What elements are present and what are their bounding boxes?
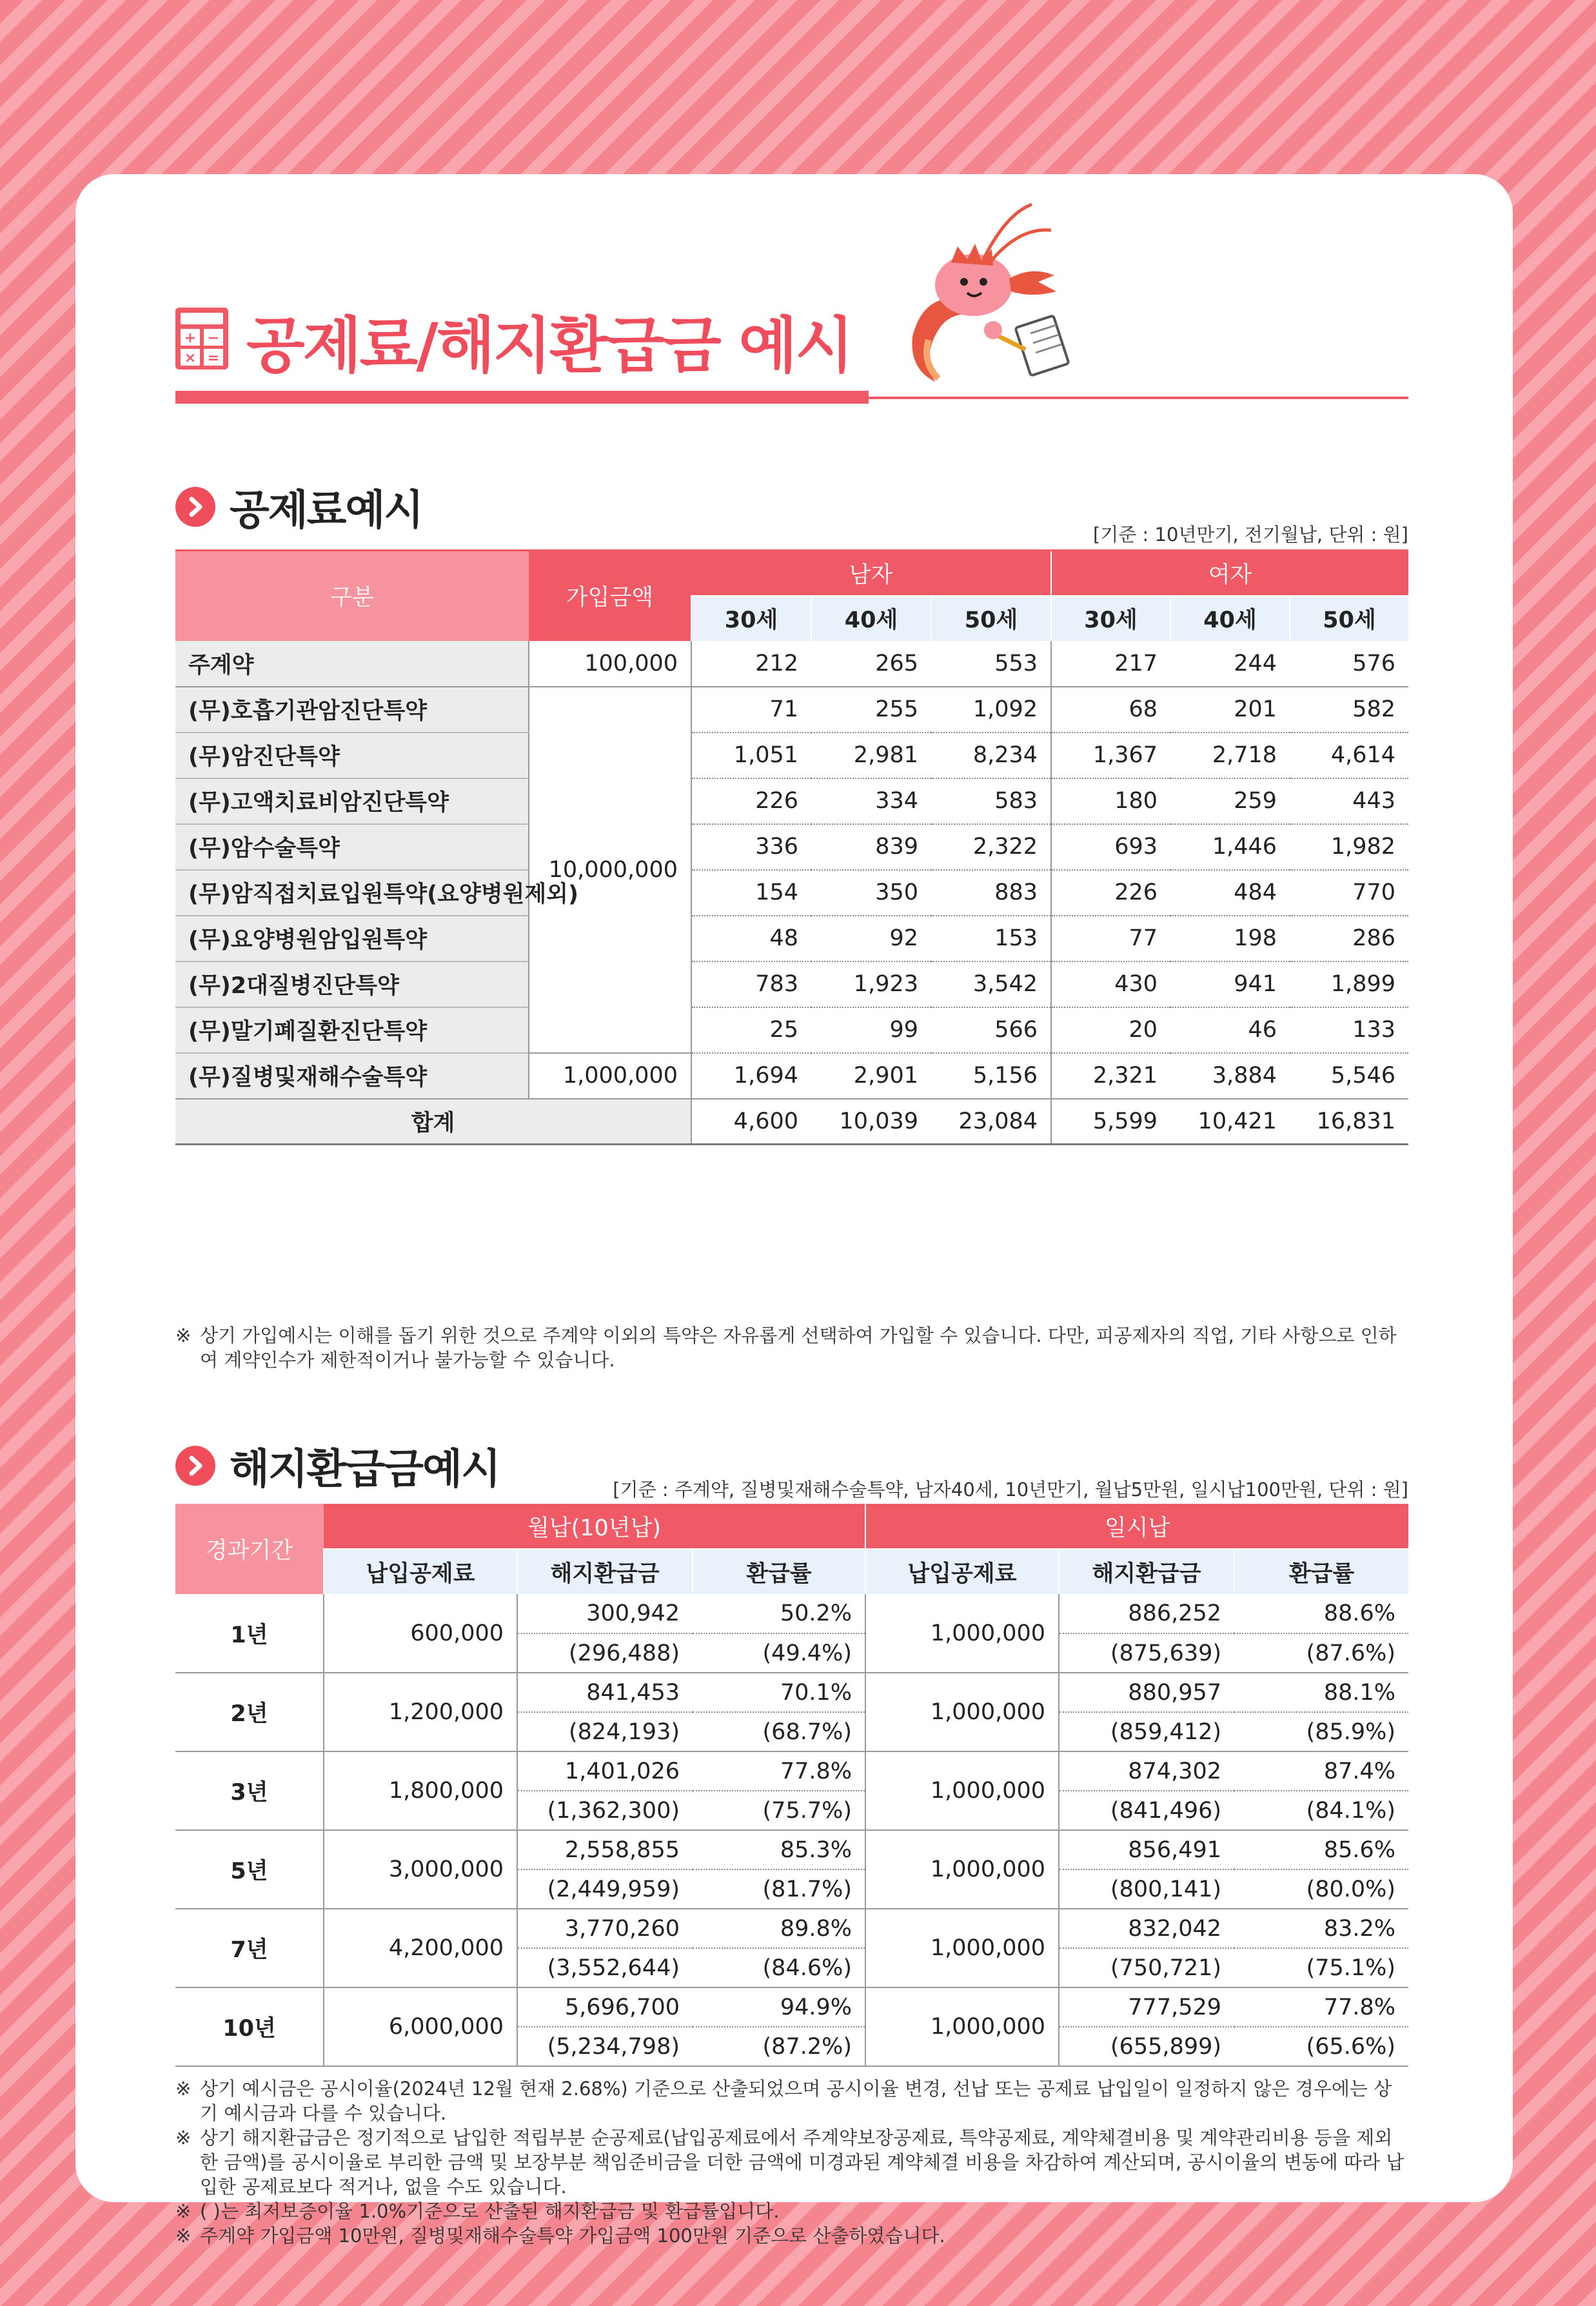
monthly-rate: (87.2%) [693, 2027, 865, 2066]
monthly-refund: 1,401,026 [517, 1751, 693, 1791]
lump-paid: 1,000,000 [865, 1987, 1059, 2066]
lump-rate: (65.6%) [1234, 2027, 1408, 2066]
total-value: 16,831 [1290, 1099, 1408, 1145]
premium-value: 334 [811, 778, 931, 824]
monthly-refund: 300,942 [517, 1594, 693, 1633]
chevron-right-icon [175, 487, 215, 527]
table-row [175, 870, 1408, 916]
total-value: 5,599 [1051, 1099, 1170, 1145]
premium-value: 566 [931, 1007, 1051, 1053]
total-value: 23,084 [931, 1099, 1051, 1145]
premium-value: 1,694 [691, 1053, 811, 1099]
premium-value: 583 [931, 778, 1051, 824]
premium-value: 5,546 [1290, 1053, 1408, 1099]
note [175, 2199, 1408, 2223]
note-mark: ※ [175, 2127, 192, 2149]
monthly-rate: 77.8% [693, 1751, 865, 1791]
header-paid: 납입공제료 [865, 1549, 1059, 1594]
note-mark: ※ [175, 2200, 192, 2222]
premium-value: 582 [1290, 687, 1408, 733]
premium-value: 198 [1170, 916, 1290, 961]
note-text: 상기 예시금은 공시이율(2024년 12월 현재 2.68%) 기준으로 산출되었으며 공시이율 변경, 선납 또는 공제료 납입일이 일정하지 않은 경우에는 상기 예시금과 다를 수 있습니다. [200, 2078, 1392, 2124]
note [175, 2076, 1408, 2125]
premium-value: 3,884 [1170, 1053, 1290, 1099]
lump-rate: 88.1% [1234, 1673, 1408, 1712]
monthly-rate: 89.8% [693, 1909, 865, 1948]
total-row [175, 1099, 1408, 1145]
lump-paid: 1,000,000 [865, 1830, 1059, 1909]
table-row [175, 1751, 1408, 1791]
monthly-rate: (68.7%) [693, 1712, 865, 1751]
premium-value: 71 [691, 687, 811, 733]
section2-notes [175, 2076, 1408, 2248]
monthly-rate: 94.9% [693, 1987, 865, 2027]
premium-value: 226 [1051, 870, 1170, 916]
premium-value: 1,367 [1051, 733, 1170, 778]
svg-text:−: − [207, 330, 220, 346]
lump-rate: (80.0%) [1234, 1869, 1408, 1909]
header-monthly: 월납(10년납) [324, 1504, 865, 1549]
header-lump: 일시납 [865, 1504, 1408, 1549]
svg-text:=: = [207, 350, 220, 366]
header-age: 40세 [1170, 596, 1290, 641]
lump-refund: 874,302 [1059, 1751, 1234, 1791]
refund-table-body [175, 1594, 1408, 2066]
premium-value: 839 [811, 824, 931, 870]
lump-refund: 856,491 [1059, 1830, 1234, 1869]
premium-value: 1,051 [691, 733, 811, 778]
monthly-paid: 600,000 [324, 1594, 517, 1673]
premium-value: 1,092 [931, 687, 1051, 733]
lump-rate: 87.4% [1234, 1751, 1408, 1791]
total-value: 4,600 [691, 1099, 811, 1145]
monthly-refund: (296,488) [517, 1633, 693, 1673]
monthly-paid: 4,200,000 [324, 1909, 517, 1987]
lump-refund: (859,412) [1059, 1712, 1234, 1751]
lump-refund: (841,496) [1059, 1791, 1234, 1830]
period-label: 1년 [175, 1594, 324, 1673]
premium-value: 1,899 [1290, 961, 1408, 1007]
note-text: ( )는 최저보증이율 1.0%기준으로 산출된 해지환급금 및 환급률입니다. [200, 2200, 780, 2222]
lump-paid: 1,000,000 [865, 1751, 1059, 1830]
lump-rate: (85.9%) [1234, 1712, 1408, 1751]
monthly-rate: (84.6%) [693, 1948, 865, 1987]
table-row [175, 824, 1408, 870]
row-label: (무)요양병원암입원특약 [175, 916, 529, 961]
header-rate: 환급률 [693, 1549, 865, 1594]
table-row [175, 916, 1408, 961]
premium-value: 153 [931, 916, 1051, 961]
table-row [175, 1673, 1408, 1712]
row-label: (무)암수술특약 [175, 824, 529, 870]
note-text: 상기 가입예시는 이해를 돕기 위한 것으로 주계약 이외의 특약은 자유롭게 선택하여 가입할 수 있습니다. 다만, 피공제자의 직업, 기타 사항으로 인하여 계약인수가 제한적이거나 불가능할 수 있습니다. [200, 1325, 1397, 1371]
premium-value: 2,901 [811, 1053, 931, 1099]
header-age: 50세 [931, 596, 1051, 641]
svg-text:×: × [184, 350, 197, 366]
premium-value: 217 [1051, 641, 1170, 687]
table-row [175, 1987, 1408, 2027]
premium-value: 48 [691, 916, 811, 961]
lump-paid: 1,000,000 [865, 1673, 1059, 1751]
note-text: 상기 해지환급금은 정기적으로 납입한 적립부분 순공제료(납입공제료에서 주계약보장공제료, 특약공제료, 계약체결비용 및 계약관리비용 등을 제외한 금액)를 공시이율로 부리한 금액 및 보장부분 책임준비금을 더한 금액에 미경과된 계약체결 비용을 차감하여 계산되며, 공시이율의 변동에 따라 납입한 공제료보다 적거나, 없을 수도 있습니다. [200, 2127, 1404, 2198]
lump-refund: (750,721) [1059, 1948, 1234, 1987]
monthly-paid: 3,000,000 [324, 1830, 517, 1909]
table-row [175, 687, 1408, 733]
premium-value: 20 [1051, 1007, 1170, 1053]
header-refund: 해지환급금 [1059, 1549, 1234, 1594]
table-row [175, 1594, 1408, 1633]
premium-value: 1,923 [811, 961, 931, 1007]
premium-value: 4,614 [1290, 733, 1408, 778]
premium-value: 99 [811, 1007, 931, 1053]
monthly-refund: (3,552,644) [517, 1948, 693, 1987]
section1-notes [175, 1323, 1408, 1372]
premium-table-body [175, 641, 1408, 1145]
row-label: (무)고액치료비암진단특약 [175, 778, 529, 824]
monthly-rate: 50.2% [693, 1594, 865, 1633]
premium-value: 133 [1290, 1007, 1408, 1053]
monthly-rate: (49.4%) [693, 1633, 865, 1673]
total-value: 10,421 [1170, 1099, 1290, 1145]
premium-table [175, 549, 1408, 1145]
lump-refund: 886,252 [1059, 1594, 1234, 1633]
lump-rate: (84.1%) [1234, 1791, 1408, 1830]
table-row [175, 1053, 1408, 1099]
lump-refund: (655,899) [1059, 2027, 1234, 2066]
premium-value: 883 [931, 870, 1051, 916]
lump-rate: (87.6%) [1234, 1633, 1408, 1673]
premium-value: 77 [1051, 916, 1170, 961]
calculator-icon [175, 308, 228, 370]
premium-value: 5,156 [931, 1053, 1051, 1099]
monthly-refund: (2,449,959) [517, 1869, 693, 1909]
header-male: 남자 [691, 551, 1051, 596]
premium-value: 350 [811, 870, 931, 916]
section1-heading [175, 477, 422, 537]
premium-value: 3,542 [931, 961, 1051, 1007]
row-label: (무)말기폐질환진단특약 [175, 1007, 529, 1053]
premium-value: 2,322 [931, 824, 1051, 870]
premium-value: 770 [1290, 870, 1408, 916]
premium-value: 443 [1290, 778, 1408, 824]
premium-value: 693 [1051, 824, 1170, 870]
table-row [175, 1909, 1408, 1948]
monthly-paid: 1,200,000 [324, 1673, 517, 1751]
monthly-paid: 1,800,000 [324, 1751, 517, 1830]
lump-paid: 1,000,000 [865, 1594, 1059, 1673]
lump-refund: (875,639) [1059, 1633, 1234, 1673]
period-label: 2년 [175, 1673, 324, 1751]
row-label: (무)질병및재해수술특약 [175, 1053, 529, 1099]
premium-value: 25 [691, 1007, 811, 1053]
table-row [175, 961, 1408, 1007]
premium-value: 430 [1051, 961, 1170, 1007]
lump-rate: 83.2% [1234, 1909, 1408, 1948]
row-label: (무)암직접치료입원특약(요양병원제외) [175, 870, 529, 916]
section1-title: 공제료예시 [230, 487, 423, 535]
chevron-right-icon [175, 1446, 215, 1486]
premium-value: 2,718 [1170, 733, 1290, 778]
header-female: 여자 [1051, 551, 1408, 596]
monthly-rate: 70.1% [693, 1673, 865, 1712]
svg-text:+: + [184, 330, 197, 346]
header-amount: 가입금액 [529, 551, 691, 641]
note [175, 1323, 1408, 1372]
monthly-rate: 85.3% [693, 1830, 865, 1869]
table-row [175, 733, 1408, 778]
note-mark: ※ [175, 1325, 192, 1346]
header-refund: 해지환급금 [517, 1549, 693, 1594]
premium-value: 180 [1051, 778, 1170, 824]
monthly-refund: 841,453 [517, 1673, 693, 1712]
row-label: 주계약 [175, 641, 529, 687]
monthly-refund: 2,558,855 [517, 1830, 693, 1869]
header-paid: 납입공제료 [324, 1549, 517, 1594]
section2-basis: [기준 : 주계약, 질병및재해수술특약, 남자40세, 10년만기, 월납5만원, 일시납100만원, 단위 : 원] [613, 1479, 1408, 1501]
table-row [175, 641, 1408, 687]
monthly-refund: (5,234,798) [517, 2027, 693, 2066]
header-category: 구분 [175, 551, 529, 641]
total-label: 합계 [175, 1099, 691, 1145]
lump-rate: 85.6% [1234, 1830, 1408, 1869]
lump-refund: 880,957 [1059, 1673, 1234, 1712]
header-period: 경과기간 [175, 1504, 324, 1594]
premium-value: 286 [1290, 916, 1408, 961]
premium-value: 255 [811, 687, 931, 733]
note-text: 주계약 가입금액 10만원, 질병및재해수술특약 가입금액 100만원 기준으로 산출하였습니다. [200, 2225, 945, 2247]
section2-heading [175, 1436, 500, 1495]
refund-table [175, 1504, 1408, 2067]
monthly-refund: (824,193) [517, 1712, 693, 1751]
monthly-refund: 3,770,260 [517, 1909, 693, 1948]
lump-refund: 777,529 [1059, 1987, 1234, 2027]
note-mark: ※ [175, 2225, 192, 2247]
premium-value: 68 [1051, 687, 1170, 733]
period-label: 3년 [175, 1751, 324, 1830]
period-label: 10년 [175, 1987, 324, 2066]
header-age: 30세 [691, 596, 811, 641]
lump-paid: 1,000,000 [865, 1909, 1059, 1987]
premium-value: 1,446 [1170, 824, 1290, 870]
premium-value: 576 [1290, 641, 1408, 687]
premium-value: 244 [1170, 641, 1290, 687]
row-amount: 10,000,000 [529, 687, 691, 1053]
section2-title: 해지환급금예시 [230, 1446, 500, 1493]
period-label: 7년 [175, 1909, 324, 1987]
row-label: (무)2대질병진단특약 [175, 961, 529, 1007]
monthly-refund: 5,696,700 [517, 1987, 693, 2027]
title-rule [869, 397, 1408, 399]
content-card [75, 174, 1513, 2247]
premium-value: 92 [811, 916, 931, 961]
header-age: 50세 [1290, 596, 1408, 641]
note [175, 2125, 1408, 2199]
premium-value: 941 [1170, 961, 1290, 1007]
premium-value: 265 [811, 641, 931, 687]
lump-refund: (800,141) [1059, 1869, 1234, 1909]
note [175, 2223, 1408, 2248]
table-row [175, 1007, 1408, 1053]
lump-refund: 832,042 [1059, 1909, 1234, 1948]
total-value: 10,039 [811, 1099, 931, 1145]
monthly-paid: 6,000,000 [324, 1987, 517, 2066]
note-mark: ※ [175, 2078, 192, 2100]
row-label: (무)암진단특약 [175, 733, 529, 778]
lump-rate: (75.1%) [1234, 1948, 1408, 1987]
premium-value: 154 [691, 870, 811, 916]
monthly-rate: (81.7%) [693, 1869, 865, 1909]
premium-value: 553 [931, 641, 1051, 687]
premium-value: 226 [691, 778, 811, 824]
premium-value: 2,981 [811, 733, 931, 778]
header-rate: 환급률 [1234, 1549, 1408, 1594]
lump-rate: 77.8% [1234, 1987, 1408, 2027]
title-underline [175, 391, 869, 404]
premium-value: 484 [1170, 870, 1290, 916]
monthly-rate: (75.7%) [693, 1791, 865, 1830]
premium-value: 8,234 [931, 733, 1051, 778]
premium-value: 783 [691, 961, 811, 1007]
shrimp-mascot-icon [877, 201, 1070, 395]
premium-value: 259 [1170, 778, 1290, 824]
table-row [175, 1830, 1408, 1869]
monthly-refund: (1,362,300) [517, 1791, 693, 1830]
premium-value: 46 [1170, 1007, 1290, 1053]
page-title: 공제료/해지환급금 예시 [246, 311, 852, 381]
header-age: 40세 [811, 596, 931, 641]
premium-value: 212 [691, 641, 811, 687]
premium-value: 201 [1170, 687, 1290, 733]
header-age: 30세 [1051, 596, 1170, 641]
premium-value: 1,982 [1290, 824, 1408, 870]
row-amount: 100,000 [529, 641, 691, 687]
period-label: 5년 [175, 1830, 324, 1909]
lump-rate: 88.6% [1234, 1594, 1408, 1633]
premium-value: 336 [691, 824, 811, 870]
premium-value: 2,321 [1051, 1053, 1170, 1099]
section1-basis: [기준 : 10년만기, 전기월납, 단위 : 원] [1093, 524, 1408, 546]
table-row [175, 778, 1408, 824]
row-label: (무)호흡기관암진단특약 [175, 687, 529, 733]
row-amount: 1,000,000 [529, 1053, 691, 1099]
